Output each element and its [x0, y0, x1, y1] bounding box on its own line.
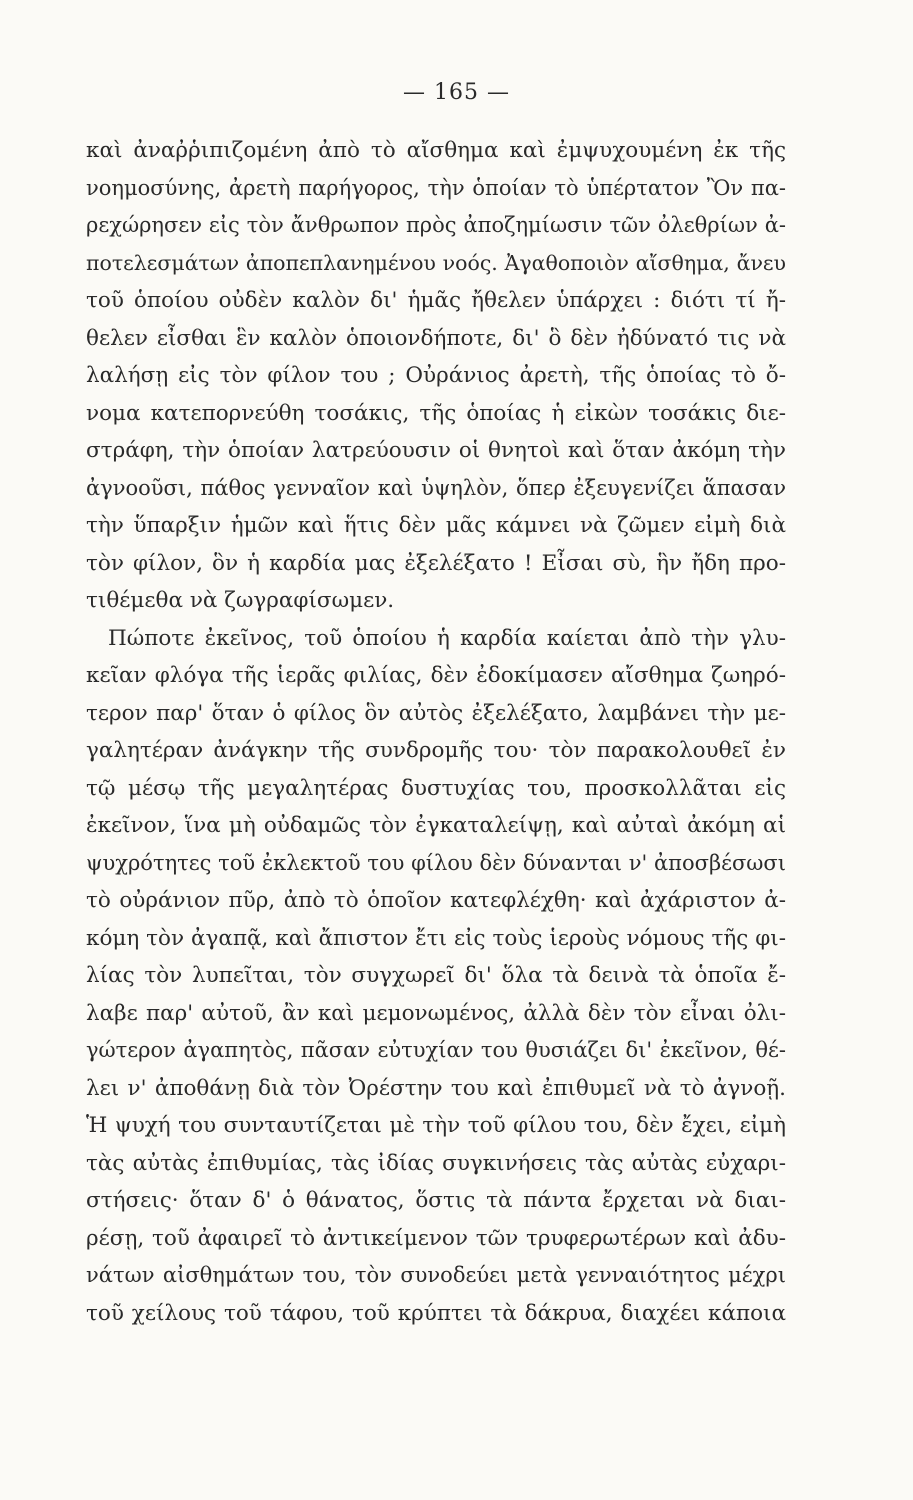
text-line: κόμη τὸν ἀγαπᾷ, καὶ ἄπιστον ἔτι εἰς τοὺς ἱεροὺς νόμους τῆς φι- [86, 925, 786, 951]
text-line: ἀγνοοῦσι, πάθος γενναῖον καὶ ὑψηλὸν, ὅπερ ἐξευγενίζει ἅπασαν [86, 475, 786, 500]
text-line: λει ν' ἀποθάνῃ διὰ τὸν Ὀρέστην του καὶ ἐπιθυμεῖ νὰ τὸ ἀγνοῇ. [86, 1075, 786, 1101]
text-line: στράφη, τὴν ὁποίαν λατρεύουσιν οἱ θνητοὶ καὶ ὅταν ἀκόμη τὴν [86, 438, 786, 463]
text-line: νοημοσύνης, ἀρετὴ παρήγορος, τὴν ὁποίαν τὸ ὑπέρτατον Ὂν πα- [86, 175, 786, 200]
text-line: τερον παρ' ὅταν ὁ φίλος ὃν αὐτὸς ἐξελέξατο, λαμβάνει τὴν με- [86, 700, 786, 726]
text-line: Ἡ ψυχή του συνταυτίζεται μὲ τὴν τοῦ φίλου του, δὲν ἔχει, εἰμὴ [86, 1113, 786, 1138]
text-line: κεῖαν φλόγα τῆς ἱερᾶς φιλίας, δὲν ἐδοκίμασεν αἴσθημα ζωηρό- [86, 663, 786, 688]
page-number: — 165 — [403, 80, 510, 105]
text-line: καὶ ἀναῤῥιπιζομένη ἀπὸ τὸ αἴσθημα καὶ ἐμψυχουμένη ἐκ τῆς [86, 138, 786, 163]
text-line: ψυχρότητες τοῦ ἐκλεκτοῦ του φίλου δὲν δύνανται ν' ἀποσβέσωσι [86, 850, 786, 875]
text-line: ρεχώρησεν εἰς τὸν ἄνθρωπον πρὸς ἀποζημίωσιν τῶν ὀλεθρίων ἀ- [86, 213, 786, 237]
text-line: τοῦ ὁποίου οὐδὲν καλὸν δι' ἡμᾶς ἤθελεν ὑπάρχει : διότι τί ἤ- [86, 288, 786, 313]
body-text [86, 132, 786, 1332]
text-line: τὸ οὐράνιον πῦρ, ἀπὸ τὸ ὁποῖον κατεφλέχθη· καὶ ἀχάριστον ἀ- [86, 888, 786, 913]
text-line: τιθέμεθα νὰ ζωγραφίσωμεν. [86, 588, 395, 613]
text-line: στήσεις· ὅταν δ' ὁ θάνατος, ὅστις τὰ πάντα ἔρχεται νὰ διαι- [86, 1188, 786, 1213]
text-line: λίας τὸν λυπεῖται, τὸν συγχωρεῖ δι' ὅλα τὰ δεινὰ τὰ ὁποῖα ἔ- [86, 963, 786, 988]
text-line: νάτων αἰσθημάτων του, τὸν συνοδεύει μετὰ γενναιότητος μέχρι [86, 1263, 786, 1287]
text-line: λαλήσῃ εἰς τὸν φίλον του ; Οὐράνιος ἀρετὴ, τῆς ὁποίας τὸ ὄ- [86, 363, 786, 388]
text-line: γώτερον ἀγαπητὸς, πᾶσαν εὐτυχίαν του θυσιάζει δι' ἐκεῖνον, θέ- [86, 1038, 786, 1062]
text-line: τὴν ὕπαρξιν ἡμῶν καὶ ἥτις δὲν μᾶς κάμνει νὰ ζῶμεν εἰμὴ διὰ [86, 513, 786, 538]
text-line: τοῦ χείλους τοῦ τάφου, τοῦ κρύπτει τὰ δάκρυα, διαχέει κάποια [86, 1300, 786, 1326]
text-line: ρέσῃ, τοῦ ἀφαιρεῖ τὸ ἀντικείμενον τῶν τρυφερωτέρων καὶ ἀδυ- [86, 1225, 786, 1251]
text-line: γαλητέραν ἀνάγκην τῆς συνδρομῆς του· τὸν παρακολουθεῖ ἐν [86, 738, 786, 763]
text-line: νομα κατεπορνεύθη τοσάκις, τῆς ὁποίας ἡ εἰκὼν τοσάκις διε- [86, 400, 786, 426]
text-line: τὸν φίλον, ὃν ἡ καρδία μας ἐξελέξατο ! Εἶσαι σὺ, ἣν ἤδη προ- [86, 550, 786, 576]
text-line: ἐκεῖνον, ἵνα μὴ οὐδαμῶς τὸν ἐγκαταλείψῃ, καὶ αὐταὶ ἀκόμη αἱ [86, 813, 786, 838]
text-line: τὰς αὐτὰς ἐπιθυμίας, τὰς ἰδίας συγκινήσεις τὰς αὐτὰς εὐχαρι- [86, 1150, 786, 1176]
text-line: τῷ μέσῳ τῆς μεγαλητέρας δυστυχίας του, προσκολλᾶται εἰς [86, 775, 786, 801]
text-line: Πώποτε ἐκεῖνος, τοῦ ὁποίου ἡ καρδία καίεται ἀπὸ τὴν γλυ- [108, 625, 786, 651]
text-line: λαβε παρ' αὐτοῦ, ἂν καὶ μεμονωμένος, ἀλλὰ δὲν τὸν εἶναι ὀλι- [86, 1000, 786, 1026]
text-line: θελεν εἶσθαι ἓν καλὸν ὁποιονδήποτε, δι' ὃ δὲν ἠδύνατό τις νὰ [86, 325, 786, 351]
text-line: ποτελεσμάτων ἀποπεπλανημένου νοός. Ἀγαθοποιὸν αἴσθημα, ἄνευ [86, 250, 786, 275]
